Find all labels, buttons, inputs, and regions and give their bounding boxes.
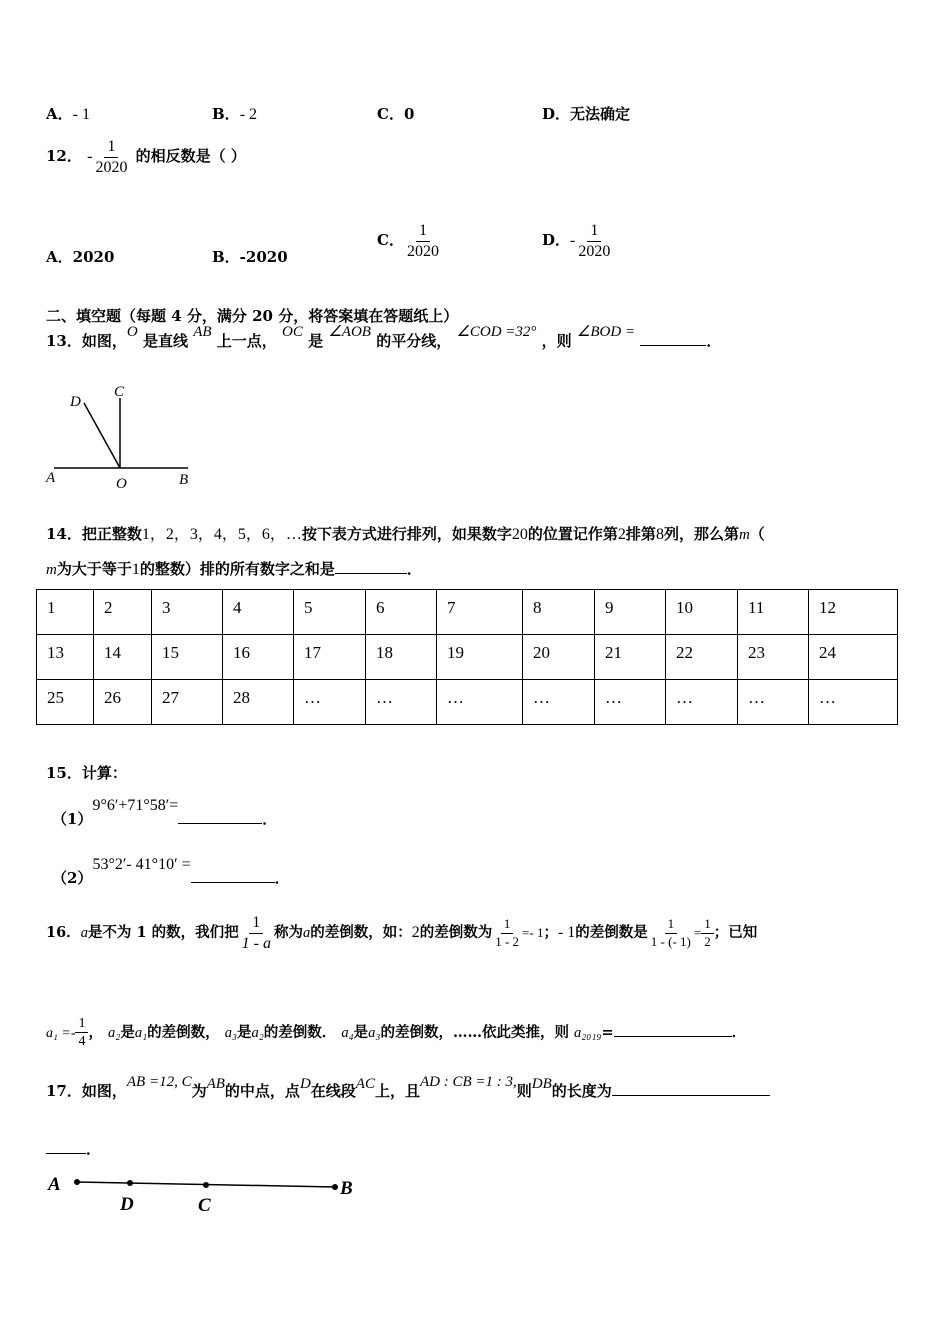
q12-stem: 12． - $\frac{1}{2020}$ 的相反数是（ ） <box>46 138 246 176</box>
q13-label-c: C <box>114 384 125 400</box>
table-cell: 20 <box>523 635 595 680</box>
table-row <box>37 635 898 680</box>
q17-label-d: D <box>120 1194 134 1215</box>
q17-point-a <box>74 1179 80 1185</box>
q17-figure <box>40 1168 370 1218</box>
table-cell: 16 <box>223 635 294 680</box>
q13-label-o: O <box>116 476 127 492</box>
table-cell: 7 <box>437 590 523 635</box>
table-cell: 27 <box>152 680 223 725</box>
q15-part2: （2）53°2′- 41°10′ =． <box>52 856 290 887</box>
table-cell: … <box>294 680 366 725</box>
q12-fraction: $\frac{1}{2020}$ <box>95 138 128 176</box>
q17-point-c <box>203 1182 209 1188</box>
table-cell: 2 <box>94 590 152 635</box>
q15-part1: （1）9°6′+71°58′=． <box>52 797 278 828</box>
q17-label-a: A <box>48 1174 61 1195</box>
table-cell: 13 <box>37 635 94 680</box>
q15-part1-blank[interactable] <box>178 823 262 824</box>
table-cell: 21 <box>595 635 666 680</box>
table-cell: 6 <box>366 590 437 635</box>
table-cell: 19 <box>437 635 523 680</box>
table-cell: 4 <box>223 590 294 635</box>
q16-line1: 16．a是不为 1 的数，我们把 $\frac{1}{1 - a}$ 称为a的差倒数，如：2的差倒数为 $\frac{1}{1 - 2}$ =- 1；- 1的差倒数是 $\frac{1}{1 - (- 1)}$ = $\frac{1}{2}$ ；已知 <box>46 914 758 952</box>
q12-option-c: C． $\frac{1}{2020}$ <box>377 222 439 260</box>
table-cell: 14 <box>94 635 152 680</box>
q13-answer-blank[interactable] <box>640 345 706 346</box>
q13-label-b: B <box>179 472 189 488</box>
q17-point-b <box>332 1184 338 1190</box>
table-cell: 8 <box>523 590 595 635</box>
table-cell: … <box>366 680 437 725</box>
table-cell: 28 <box>223 680 294 725</box>
q11-option-b: B．- 2 <box>212 105 258 123</box>
q13-label-d: D <box>70 394 81 410</box>
q12-option-d: D．- $\frac{1}{2020}$ <box>542 222 611 260</box>
table-cell: 3 <box>152 590 223 635</box>
table-cell: … <box>809 680 898 725</box>
table-cell: 24 <box>809 635 898 680</box>
q17-label-b: B <box>340 1178 353 1199</box>
table-cell: … <box>523 680 595 725</box>
table-cell: … <box>666 680 738 725</box>
q17-label-c: C <box>198 1195 211 1216</box>
q13-stem: 13．如图，O 是直线 AB 上一点， OC 是 ∠AOB 的平分线， ∠COD =32° ，则 ∠BOD = ． <box>46 324 722 350</box>
table-row <box>37 590 898 635</box>
q11-option-c: C．0 <box>377 105 415 123</box>
table-cell: 10 <box>666 590 738 635</box>
q14-line2: m为大于等于1的整数）排的所有数字之和是 ． <box>46 560 422 578</box>
q12-option-b: B．-2020 <box>212 248 288 266</box>
q14-number-table <box>36 589 898 725</box>
table-cell: 9 <box>595 590 666 635</box>
table-cell: 15 <box>152 635 223 680</box>
q15-part2-blank[interactable] <box>191 882 275 883</box>
q14-line1: 14．把正整数1，2，3，4，5，6，…按下表方式进行排列，如果数字20的位置记作第2排第8列，那么第m（ <box>46 525 765 543</box>
table-cell: 1 <box>37 590 94 635</box>
table-cell: … <box>738 680 809 725</box>
table-cell: 26 <box>94 680 152 725</box>
q14-answer-blank[interactable] <box>335 573 407 574</box>
table-cell: 17 <box>294 635 366 680</box>
table-cell: … <box>595 680 666 725</box>
q17-line1: 17．如图，AB =12, C为AB的中点，点D在线段AC上，且AD : CB =1 : 3,则DB的长度为 <box>46 1080 770 1101</box>
table-cell: 22 <box>666 635 738 680</box>
table-row <box>37 680 898 725</box>
q16-answer-blank[interactable] <box>614 1036 732 1037</box>
q16-line2: a₁ =- $\frac{1}{4}$ ， a₂是a₁的差倒数， a₃是a₂的差倒数． a₄是a₃的差倒数，……依此类推，则 a₂₀₁₉= ． <box>46 1016 747 1050</box>
q13-figure <box>40 378 200 498</box>
q17-answer-blank[interactable] <box>612 1095 770 1096</box>
table-cell: 12 <box>809 590 898 635</box>
q12-option-a: A．2020 <box>46 248 115 266</box>
q17-line2: ． <box>46 1138 101 1159</box>
q13-label-a: A <box>46 470 56 486</box>
section-title: 二、填空题（每题 4 分，满分 20 分，将答案填在答题纸上） <box>46 307 459 325</box>
table-cell: 25 <box>37 680 94 725</box>
table-cell: 23 <box>738 635 809 680</box>
table-cell: … <box>437 680 523 725</box>
q11-option-a: A．- 1 <box>46 105 90 123</box>
table-cell: 5 <box>294 590 366 635</box>
q17-point-d <box>127 1180 133 1186</box>
table-cell: 18 <box>366 635 437 680</box>
table-cell: 11 <box>738 590 809 635</box>
q11-option-d: D．无法确定 <box>542 105 631 123</box>
q15-title: 15．计算： <box>46 764 127 782</box>
